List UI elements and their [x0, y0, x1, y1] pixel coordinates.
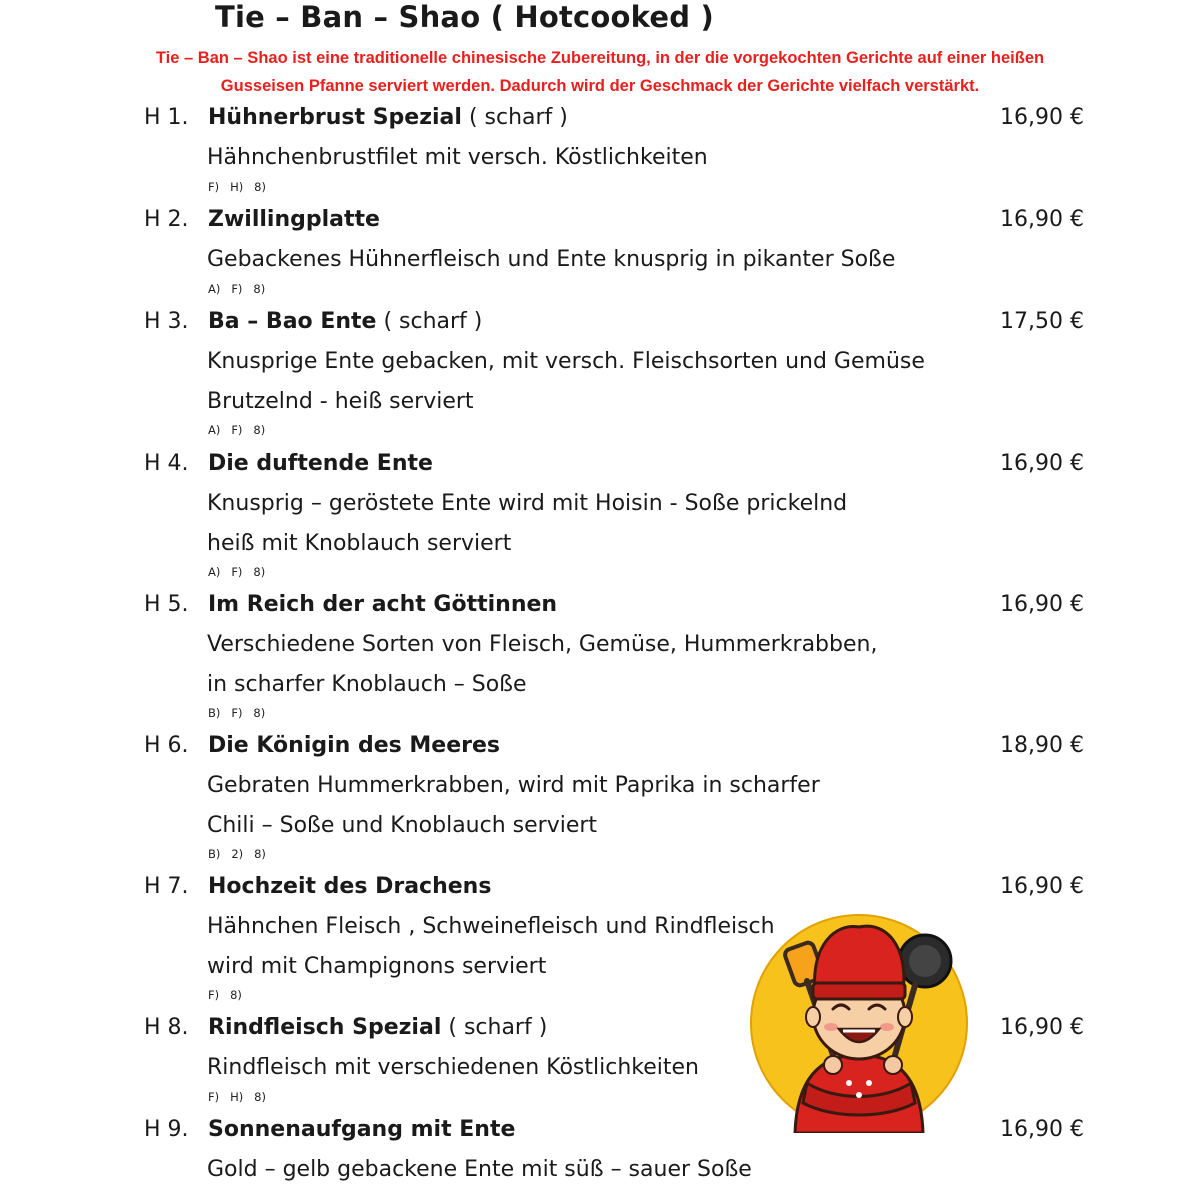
- item-number: H 8.: [144, 1015, 189, 1040]
- item-allergens: F) H) 8): [208, 179, 266, 194]
- item-number: H 4.: [144, 451, 189, 476]
- item-name: [208, 1008, 547, 1048]
- item-number: H 9.: [144, 1117, 189, 1142]
- item-description-line: Knusprig – geröstete Ente wird mit Hoisin - Soße prickelnd: [207, 491, 848, 516]
- item-description: [207, 907, 775, 986]
- item-description: [207, 484, 847, 563]
- item-allergens: F) H) 8): [208, 1089, 266, 1104]
- item-number: H 5.: [144, 592, 189, 617]
- item-price: 16,90 €: [1000, 874, 1084, 899]
- item-description-line: Chili – Soße und Knoblauch serviert: [207, 812, 598, 838]
- item-name-bold: Hühnerbrust Spezial: [208, 105, 462, 130]
- chef-mascot-icon: [745, 905, 973, 1133]
- item-description-line: heiß mit Knoblauch serviert: [207, 530, 512, 556]
- item-description-line: Gold – gelb gebackene Ente mit süß – sauer Soße: [207, 1157, 752, 1182]
- item-allergens: A) F) 8): [208, 281, 266, 296]
- item-price: 16,90 €: [1000, 1117, 1084, 1142]
- item-number: H 1.: [144, 105, 189, 130]
- item-description-line: Knusprige Ente gebacken, mit versch. Fleischsorten und Gemüse: [207, 349, 925, 374]
- item-number: H 7.: [144, 874, 189, 899]
- item-allergens: A) F) 8): [208, 423, 266, 437]
- item-price: 18,90 €: [1000, 733, 1084, 758]
- item-name-bold: Zwillingplatte: [208, 207, 380, 232]
- item-name: [208, 1110, 515, 1150]
- item-description-line: Gebraten Hummerkrabben, wird mit Paprika in scharfer: [207, 773, 820, 798]
- section-intro: [100, 44, 1100, 100]
- item-price: 16,90 €: [1000, 207, 1084, 232]
- item-name-bold: Ba – Bao Ente: [208, 309, 377, 334]
- item-name-bold: Die Königin des Meeres: [208, 733, 500, 758]
- item-number: H 6.: [144, 733, 189, 758]
- item-description: [207, 1150, 752, 1190]
- item-number: H 2.: [144, 207, 189, 232]
- item-name: [208, 726, 500, 766]
- item-name-bold: Rindfleisch Spezial: [208, 1015, 442, 1040]
- item-spicy-note: ( scharf ): [441, 1015, 548, 1040]
- item-description: [207, 766, 820, 845]
- item-name: [208, 444, 433, 484]
- item-description: [207, 1048, 699, 1088]
- item-allergens: F) 8): [208, 988, 242, 1002]
- item-price: 17,50 €: [1000, 309, 1084, 334]
- item-description-line: Hähnchen Fleisch , Schweinefleisch und Rindfleisch: [207, 914, 775, 939]
- item-description-line: Brutzelnd - heiß serviert: [207, 388, 474, 414]
- item-allergens: B) 2) 8): [208, 847, 266, 861]
- item-name: [208, 98, 568, 138]
- item-description-line: Gebackenes Hühnerfleisch und Ente knusprig in pikanter Soße: [207, 247, 896, 272]
- item-number: H 3.: [144, 309, 189, 334]
- item-description-line: Hähnchenbrustfilet mit versch. Köstlichkeiten: [207, 145, 708, 170]
- item-spicy-note: ( scharf ): [376, 309, 483, 334]
- item-description-line: wird mit Champignons serviert: [207, 953, 547, 979]
- item-description: [207, 625, 877, 704]
- item-description-line: Verschiedene Sorten von Fleisch, Gemüse, Hummerkrabben,: [207, 632, 878, 657]
- item-allergens: A) F) 8): [208, 565, 266, 579]
- item-spicy-note: ( scharf ): [461, 105, 568, 130]
- item-name: [208, 867, 491, 907]
- item-description: [207, 342, 925, 421]
- item-name: [208, 302, 482, 342]
- item-price: 16,90 €: [1000, 592, 1084, 617]
- item-allergens: B) F) 8): [208, 706, 266, 720]
- intro-line: Tie – Ban – Shao ist eine traditionelle chinesische Zubereitung, in der die vorgekochten Gerichte auf einer heißen: [155, 49, 1045, 67]
- item-description-line: Rindfleisch mit verschiedenen Köstlichkeiten: [207, 1055, 699, 1080]
- intro-line: Gusseisen Pfanne serviert werden. Dadurch wird der Geschmack der Gerichte vielfach verstärkt.: [220, 77, 980, 95]
- item-description: [207, 240, 895, 280]
- item-description-line: in scharfer Knoblauch – Soße: [207, 671, 527, 697]
- item-price: 16,90 €: [1000, 105, 1084, 130]
- item-price: 16,90 €: [1000, 1015, 1084, 1040]
- item-name: [208, 585, 557, 625]
- item-name-bold: Sonnenaufgang mit Ente: [208, 1117, 516, 1142]
- item-description: [207, 138, 708, 178]
- menu-section-title: Tie – Ban – Shao ( Hotcooked ): [215, 0, 714, 34]
- item-name-bold: Hochzeit des Drachens: [208, 874, 492, 899]
- item-price: 16,90 €: [1000, 451, 1084, 476]
- item-name-bold: Die duftende Ente: [208, 451, 433, 476]
- item-name-bold: Im Reich der acht Göttinnen: [208, 592, 558, 617]
- item-name: [208, 200, 380, 240]
